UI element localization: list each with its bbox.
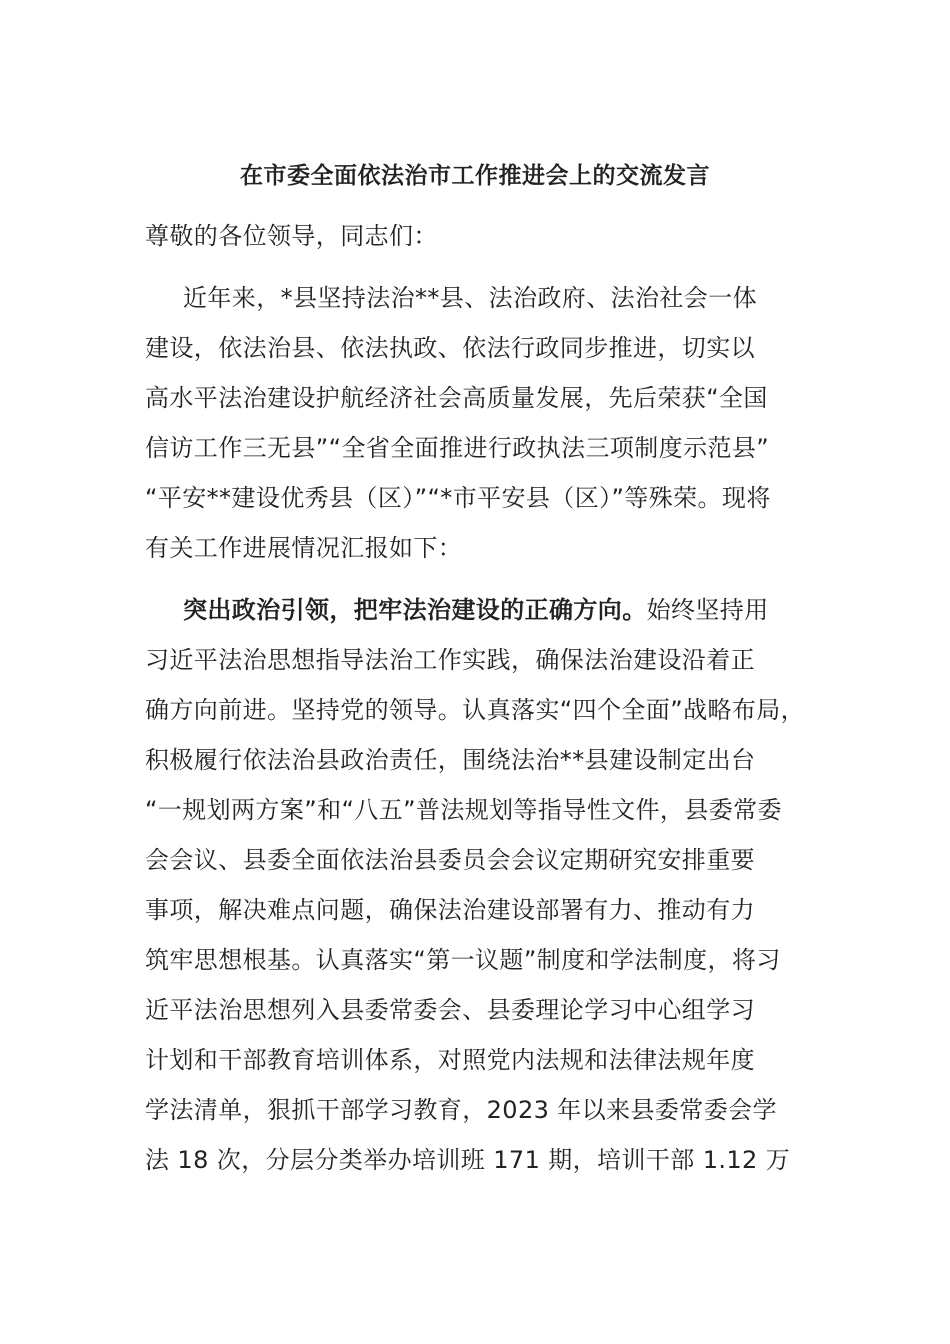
paragraph2-line-6: 会会议、县委全面依法治县委员会会议定期研究安排重要 [145, 846, 755, 874]
paragraph1-line-1: 近年来，*县坚持法治**县、法治政府、法治社会一体 [183, 284, 757, 312]
paragraph2-line-10: 计划和干部教育培训体系，对照党内法规和法律法规年度 [145, 1046, 755, 1074]
paragraph2-line-3: 确方向前进。坚持党的领导。认真落实“四个全面”战略布局， [145, 696, 806, 724]
paragraph1-line-2: 建设，依法治县、依法执政、依法行政同步推进，切实以 [145, 334, 755, 362]
paragraph2-line-11: 学法清单，狠抓干部学习教育，2023 年以来县委常委会学 [145, 1096, 777, 1124]
paragraph2-line-9: 近平法治思想列入县委常委会、县委理论学习中心组学习 [145, 996, 755, 1024]
paragraph1-line-6: 有关工作进展情况汇报如下： [145, 534, 463, 562]
paragraph2-heading: 突出政治引领，把牢法治建设的正确方向。 [183, 596, 647, 624]
paragraph2-line-4: 积极履行依法治县政治责任，围绕法治**县建设制定出台 [145, 746, 756, 774]
paragraph1-line-5: “平安**建设优秀县（区）”“*市平安县（区）”等殊荣。现将 [145, 484, 771, 512]
paragraph1-line-4: 信访工作三无县”“全省全面推进行政执法三项制度示范县” [145, 434, 770, 462]
paragraph2-first-line-rest: 始终坚持用 [646, 596, 769, 624]
paragraph2-line-8: 筑牢思想根基。认真落实“第一议题”制度和学法制度，将习 [145, 946, 781, 974]
paragraph2-line-7: 事项，解决难点问题，确保法治建设部署有力、推动有力 [145, 896, 755, 924]
paragraph1-line-3: 高水平法治建设护航经济社会高质量发展，先后荣获“全国 [145, 384, 768, 412]
paragraph2-line-1 [183, 592, 769, 628]
paragraph2-line-2: 习近平法治思想指导法治工作实践，确保法治建设沿着正 [145, 646, 755, 674]
greeting: 尊敬的各位领导，同志们： [145, 222, 438, 250]
paragraph2-line-5: “一规划两方案”和“八五”普法规划等指导性文件，县委常委 [145, 796, 782, 824]
document-title: 在市委全面依法治市工作推进会上的交流发言 [240, 163, 710, 189]
paragraph2-line-12: 法 18 次，分层分类举办培训班 171 期，培训干部 1.12 万 [145, 1146, 791, 1174]
